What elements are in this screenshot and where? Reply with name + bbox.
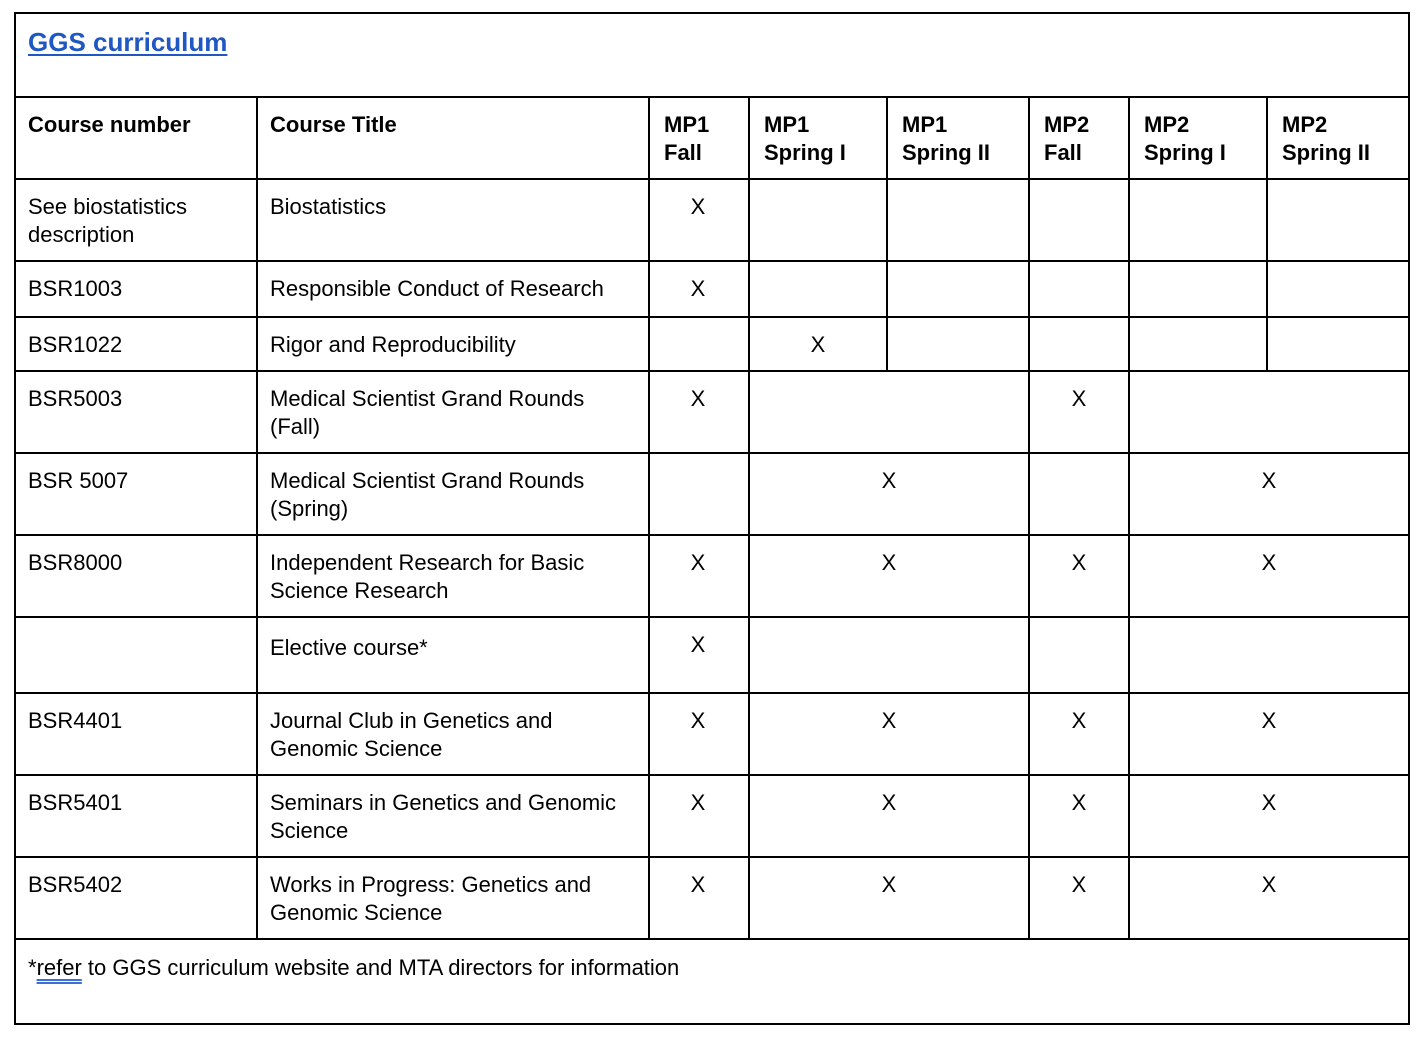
course-number-cell: BSR 5007 [15,453,257,535]
mp2-spring-cell: X [1129,535,1409,617]
table-row [15,693,1409,775]
mp1-fall-cell: X [649,261,749,317]
course-title-cell: Independent Research for Basic Science Research [257,535,649,617]
course-number-cell: BSR1003 [15,261,257,317]
table-title-cell [15,13,1409,97]
header-mp2-fall-line2: Fall [1044,140,1082,165]
course-number-cell: See biostatistics description [15,179,257,261]
mp1-spring-1-cell: X [749,317,887,371]
mp1-fall-cell: X [649,617,749,693]
header-course-title: Course Title [257,97,649,179]
mp1-fall-cell: X [649,857,749,939]
mp1-spring-cell: X [749,453,1029,535]
mp2-fall-cell: X [1029,693,1129,775]
table-row [15,775,1409,857]
course-title-cell: Medical Scientist Grand Rounds (Spring) [257,453,649,535]
footnote-asterisk: * [28,955,37,980]
mp2-spring-cell: X [1129,453,1409,535]
mp1-spring-cell [749,617,1029,693]
header-mp2-fall-line1: MP2 [1044,112,1090,137]
footnote-row [15,939,1409,1024]
mp2-spring-cell: X [1129,775,1409,857]
mp2-spring-cell: X [1129,857,1409,939]
course-number-cell: BSR4401 [15,693,257,775]
mp1-spring-cell [749,371,1029,453]
mp2-spring-cell [1129,371,1409,453]
mp1-fall-cell [649,453,749,535]
course-number-cell: BSR5003 [15,371,257,453]
curriculum-table [14,12,1410,1025]
footnote-text: to GGS curriculum website and MTA directors for information [81,955,680,980]
header-mp1-fall-line2: Fall [664,140,702,165]
header-mp1-spring-2-line1: MP1 [902,112,948,137]
header-mp2-fall [1029,97,1129,179]
mp1-spring-2-cell [887,179,1029,261]
course-title-cell: Seminars in Genetics and Genomic Science [257,775,649,857]
table-row [15,317,1409,371]
mp2-fall-cell [1029,453,1129,535]
mp1-fall-cell: X [649,775,749,857]
header-mp1-fall-line1: MP1 [664,112,710,137]
mp2-fall-cell [1029,179,1129,261]
mp1-fall-cell [649,317,749,371]
mp2-spring-1-cell [1129,261,1267,317]
table-header-row [15,97,1409,179]
header-mp1-spring-1-line2: Spring I [764,140,846,165]
header-mp2-spring-1-line1: MP2 [1144,112,1190,137]
mp1-spring-cell: X [749,775,1029,857]
table-row [15,857,1409,939]
course-number-cell: BSR5402 [15,857,257,939]
mp1-fall-cell: X [649,371,749,453]
table-row [15,261,1409,317]
header-mp2-spring-2-line1: MP2 [1282,112,1328,137]
mp2-fall-cell: X [1029,775,1129,857]
table-row [15,535,1409,617]
mp2-spring-cell [1129,617,1409,693]
mp2-spring-2-cell [1267,179,1409,261]
mp1-fall-cell: X [649,693,749,775]
header-mp1-spring-2 [887,97,1029,179]
header-mp2-spring-2 [1267,97,1409,179]
header-mp1-spring-1 [749,97,887,179]
mp2-spring-1-cell [1129,179,1267,261]
mp1-spring-1-cell [749,261,887,317]
mp2-spring-cell: X [1129,693,1409,775]
mp2-fall-cell [1029,317,1129,371]
mp1-spring-2-cell [887,261,1029,317]
footnote-cell [15,939,1409,1024]
header-mp1-spring-2-line2: Spring II [902,140,990,165]
table-row [15,371,1409,453]
table-row [15,179,1409,261]
mp2-fall-cell: X [1029,535,1129,617]
course-title-cell: Rigor and Reproducibility [257,317,649,371]
header-mp1-fall [649,97,749,179]
mp1-fall-cell: X [649,535,749,617]
mp1-spring-cell: X [749,693,1029,775]
course-title-cell: Responsible Conduct of Research [257,261,649,317]
course-number-cell: BSR8000 [15,535,257,617]
mp1-spring-cell: X [749,857,1029,939]
mp2-spring-2-cell [1267,261,1409,317]
mp2-fall-cell [1029,261,1129,317]
mp2-fall-cell: X [1029,857,1129,939]
course-number-cell: BSR5401 [15,775,257,857]
table-title-row [15,13,1409,97]
mp2-fall-cell [1029,617,1129,693]
course-title-cell: Elective course* [257,617,649,693]
mp2-fall-cell: X [1029,371,1129,453]
table-row [15,453,1409,535]
header-course-number: Course number [15,97,257,179]
course-title-cell: Biostatistics [257,179,649,261]
mp2-spring-2-cell [1267,317,1409,371]
mp1-spring-2-cell [887,317,1029,371]
table-row [15,617,1409,693]
mp2-spring-1-cell [1129,317,1267,371]
course-title-cell: Works in Progress: Genetics and Genomic Science [257,857,649,939]
mp1-fall-cell: X [649,179,749,261]
course-number-cell: BSR1022 [15,317,257,371]
mp1-spring-cell: X [749,535,1029,617]
mp1-spring-1-cell [749,179,887,261]
header-mp1-spring-1-line1: MP1 [764,112,810,137]
course-number-cell [15,617,257,693]
footnote-refer-word: refer [36,955,82,980]
course-title-cell: Medical Scientist Grand Rounds (Fall) [257,371,649,453]
course-title-cell: Journal Club in Genetics and Genomic Science [257,693,649,775]
header-mp2-spring-2-line2: Spring II [1282,140,1370,165]
curriculum-title-link[interactable]: GGS curriculum [28,27,228,57]
header-mp2-spring-1-line2: Spring I [1144,140,1226,165]
header-mp2-spring-1 [1129,97,1267,179]
